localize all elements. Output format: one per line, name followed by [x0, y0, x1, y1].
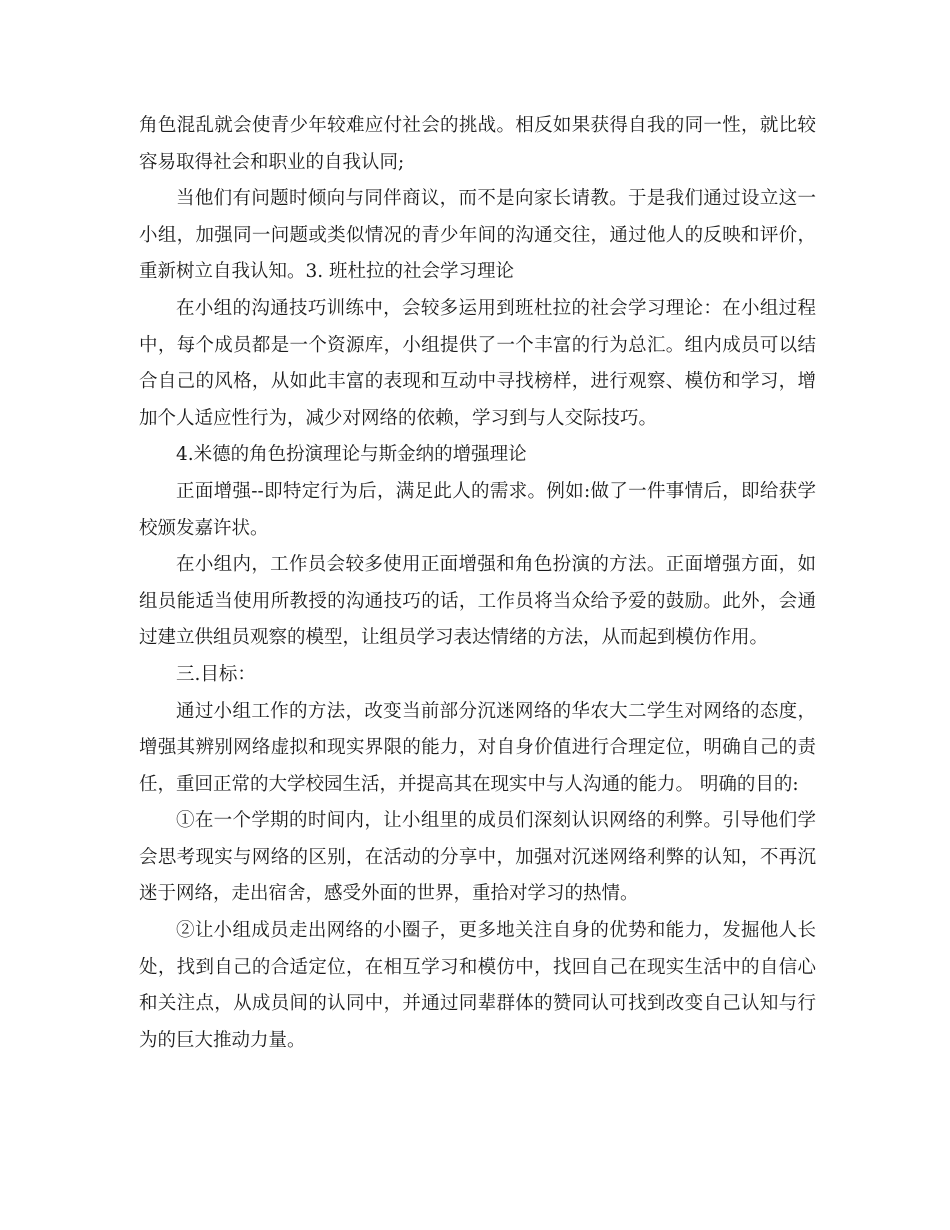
list-item: ②让小组成员走出网络的小圈子，更多地关注自身的优势和能力，发掘他人长处，找到自己的合适定位，在相互学习和模仿中，找回自己在现实生活中的自信心和关注点，从成员间的认同中，并通过同辈群体的赞同认可找到改变自己认知与行为的巨大推动力量。	[139, 920, 816, 1051]
paragraph-continued: 角色混乱就会使青少年较难应付社会的挑战。相反如果获得自我的同一性，就比较容易取得社会和职业的自我认同;	[139, 115, 816, 173]
list-item: ①在一个学期的时间内，让小组里的成员们深刻认识网络的利弊。引导他们学会思考现实与网络的区别，在活动的分享中，加强对沉迷网络利弊的认知，不再沉迷于网络，走出宿舍，感受外面的世界，重拾对学习的热情。	[139, 810, 816, 905]
paragraph: 在小组的沟通技巧训练中，会较多运用到班杜拉的社会学习理论：在小组过程中，每个成员都是一个资源库，小组提供了一个丰富的行为总汇。组内成员可以结合自己的风格，从如此丰富的表现和互动中寻找榜样，进行观察、模仿和学习，增加个人适应性行为，减少对网络的依赖，学习到与人交际技巧。	[139, 297, 816, 429]
paragraph: 正面增强--即特定行为后，满足此人的需求。例如:做了一件事情后，即给获学校颁发嘉许状。	[139, 480, 816, 539]
section-heading: 三.目标：	[176, 663, 256, 685]
paragraph: 通过小组工作的方法，改变当前部分沉迷网络的华农大二学生对网络的态度，增强其辨别网络虚拟和现实界限的能力，对自身价值进行合理定位，明确自己的责任，重回正常的大学校园生活，并提高其在现实中与人沟通的能力。 明确的目的:	[139, 700, 816, 795]
paragraph: 在小组内，工作员会较多使用正面增强和角色扮演的方法。正面增强方面，如组员能适当使用所教授的沟通技巧的话，工作员将当众给予爱的鼓励。此外，会通过建立供组员观察的模型，让组员学习表达情绪的方法，从而起到模仿作用。	[139, 554, 816, 649]
paragraph: 当他们有问题时倾向与同伴商议，而不是向家长请教。于是我们通过设立这一小组，加强同一问题或类似情况的青少年间的沟通交往，通过他人的反映和评价，重新树立自我认知。3. 班杜拉的社会学习理论	[139, 188, 816, 283]
section-heading: 4.米德的角色扮演理论与斯金纳的增强理论	[176, 444, 527, 466]
document-body	[139, 108, 816, 1059]
